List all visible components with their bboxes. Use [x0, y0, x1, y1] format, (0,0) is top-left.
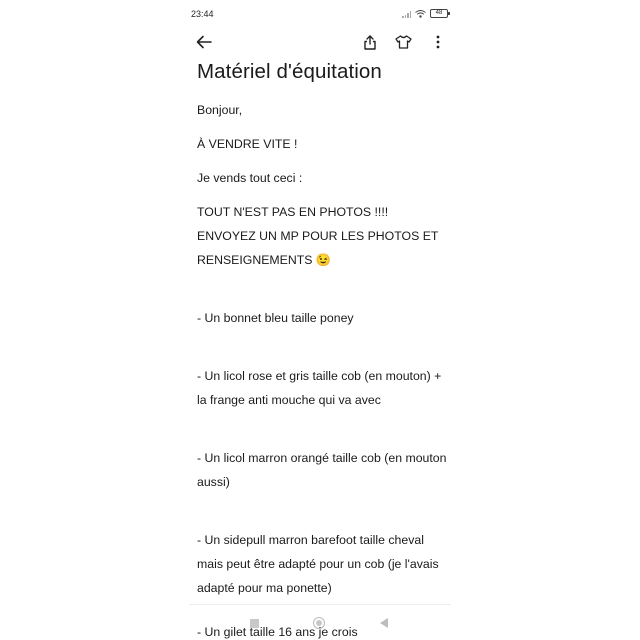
triangle-back-icon[interactable]: [380, 618, 388, 628]
list-item-bonnet: - Un bonnet bleu taille poney: [197, 311, 354, 325]
status-bar: [189, 8, 451, 22]
paragraph-notice: TOUT N'EST PAS EN PHOTOS !!!! ENVOYEZ UN MP POUR LES PHOTOS ET RENSEIGNEMENTS 😉: [197, 205, 439, 267]
paragraph-greeting: Bonjour,: [197, 103, 243, 117]
more-options-button[interactable]: [428, 32, 448, 52]
share-icon: [363, 35, 377, 50]
tshirt-icon: [395, 35, 412, 49]
arrow-left-icon: [196, 35, 212, 49]
list-item-licol-rose: - Un licol rose et gris taille cob (en mouton) + la frange anti mouche qui va avec: [197, 369, 442, 407]
back-button[interactable]: [194, 32, 214, 52]
list-item-licol-marron: - Un licol marron orangé taille cob (en mouton aussi): [197, 451, 447, 489]
shirt-button[interactable]: [393, 32, 413, 52]
toolbar: [189, 28, 451, 56]
wifi-icon: [415, 10, 426, 18]
signal-icon: [402, 10, 411, 18]
status-time: 23:44: [191, 9, 214, 19]
list-item-sidepull: - Un sidepull marron barefoot taille cheval mais peut être adapté pour un cob (je l'avais adapté pour ma ponette): [197, 533, 439, 595]
status-icons: [402, 9, 448, 18]
battery-icon: [430, 9, 448, 18]
article-content: [197, 60, 447, 600]
paragraph-sale: À VENDRE VITE !: [197, 137, 298, 151]
phone-screen: [189, 0, 451, 640]
more-vertical-icon: [436, 35, 440, 49]
list-item-gilet: - Un gilet taille 16 ans je crois: [197, 625, 358, 639]
battery-level: 48: [435, 10, 443, 16]
paragraph-intro: Je vends tout ceci :: [197, 171, 303, 185]
article-title: Matériel d'équitation: [197, 60, 382, 83]
share-button[interactable]: [360, 32, 380, 52]
